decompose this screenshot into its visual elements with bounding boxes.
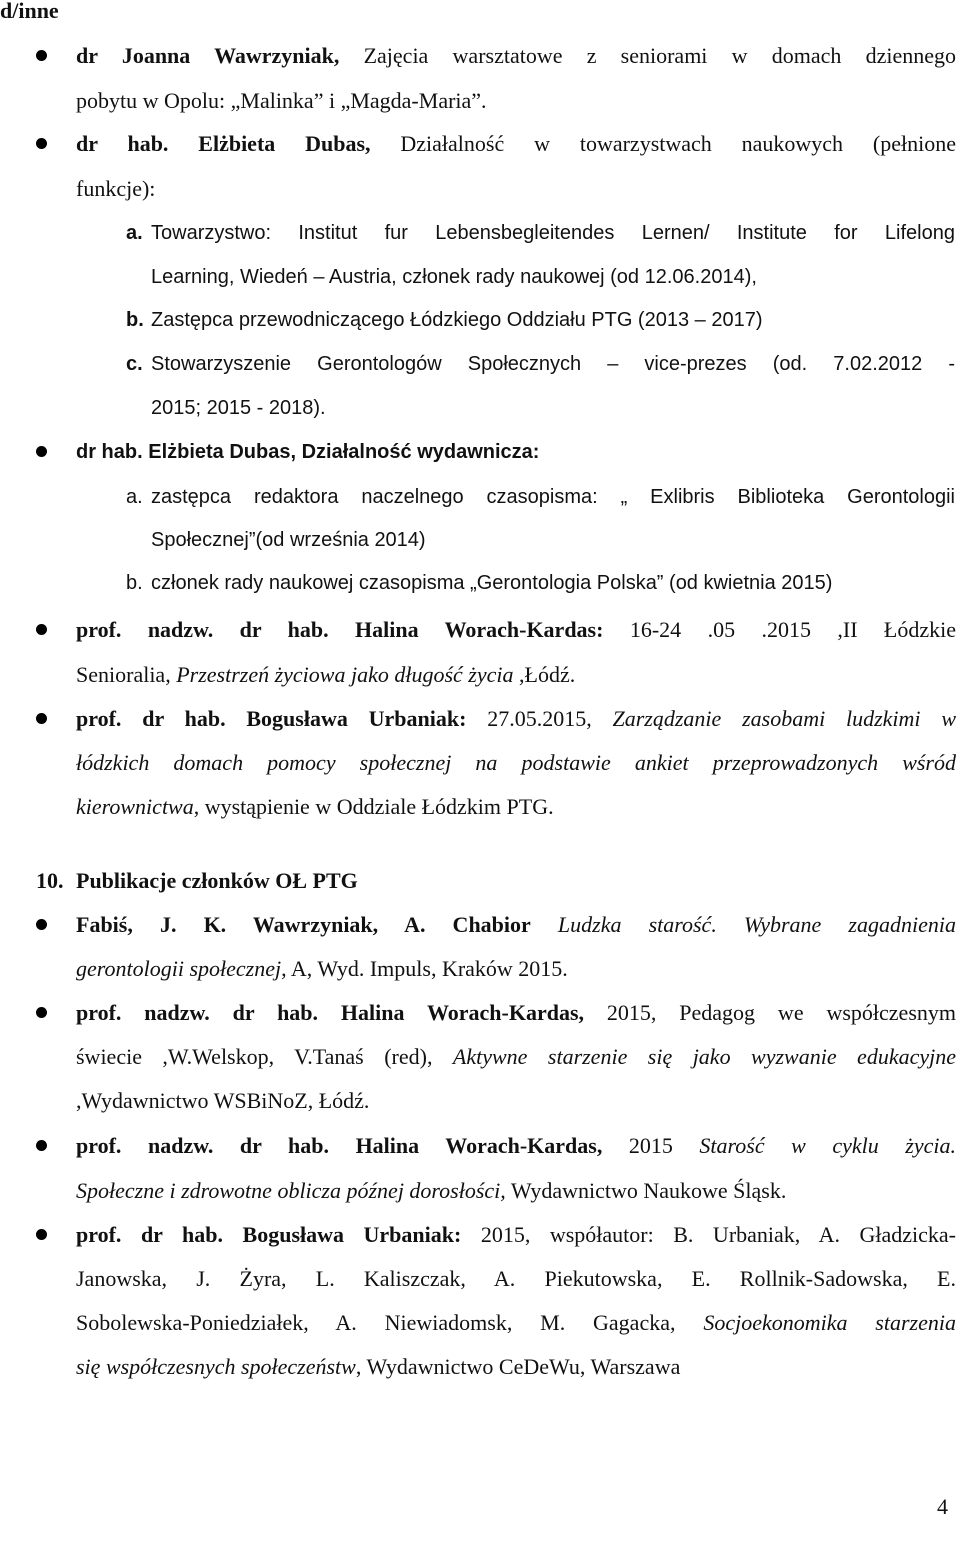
publication-1-line-2: gerontologii społecznej, A, Wyd. Impuls, Kraków 2015.	[76, 956, 568, 981]
sub-a-label: a.	[126, 222, 143, 244]
activity-2-line-1: dr hab. Elżbieta Dubas, Działalność w towarzystwach naukowych (pełnione	[76, 131, 956, 156]
activity-3-sub-a-line-2: Społecznej”(od września 2014)	[151, 529, 426, 551]
heading-fragment: d/inne	[0, 0, 59, 23]
publication-2-line-2: świecie ,W.Welskop, V.Tanaś (red), Aktywne starzenie się jako wyzwanie edukacyjne	[76, 1044, 956, 1069]
activity-3-sub-a-line-1: zastępca redaktora naczelnego czasopisma: „ Exlibris Biblioteka Gerontologii	[151, 486, 955, 508]
activity-3-heading: dr hab. Elżbieta Dubas, Działalność wydawnicza:	[76, 441, 540, 463]
sub-a-label: a.	[126, 486, 143, 508]
publication-3-line-1: prof. nadzw. dr hab. Halina Worach-Kardas, 2015 Starość w cyklu życia.	[76, 1133, 957, 1158]
bullet-icon	[36, 1007, 47, 1018]
bullet-icon	[36, 919, 47, 930]
publication-4-line-1: prof. dr hab. Bogusława Urbaniak: 2015, współautor: B. Urbaniak, A. Gładzicka-	[76, 1222, 956, 1247]
activity-5-line-2: łódzkich domach pomocy społecznej na podstawie ankiet przeprowadzonych wśród	[76, 750, 956, 775]
activity-2-sub-a-line-2: Learning, Wiedeń – Austria, członek rady naukowej (od 12.06.2014),	[151, 266, 757, 288]
activity-4-line-2: Senioralia, Przestrzeń życiowa jako długość życia ,Łódź.	[76, 662, 576, 687]
publication-2-line-1: prof. nadzw. dr hab. Halina Worach-Kardas, 2015, Pedagog we współczesnym	[76, 1000, 956, 1025]
section-10-number: 10.	[36, 868, 64, 893]
bullet-icon	[36, 1140, 47, 1151]
publication-4-line-2: Janowska, J. Żyra, L. Kaliszczak, A. Piekutowska, E. Rollnik-Sadowska, E.	[76, 1266, 956, 1291]
bullet-icon	[36, 713, 47, 724]
activity-1-line-2: pobytu w Opolu: „Malinka” i „Magda-Maria”.	[76, 88, 487, 113]
activity-1-line-1: dr Joanna Wawrzyniak, Zajęcia warsztatowe z seniorami w domach dziennego	[76, 43, 956, 68]
bullet-icon	[36, 1229, 47, 1240]
activity-2-sub-a-line-1: Towarzystwo: Institut fur Lebensbegleitendes Lernen/ Institute for Lifelong	[151, 222, 955, 244]
activity-2-sub-b-line-1: Zastępca przewodniczącego Łódzkiego Oddziału PTG (2013 – 2017)	[151, 309, 763, 331]
bullet-icon	[36, 138, 47, 149]
activity-5-line-1: prof. dr hab. Bogusława Urbaniak: 27.05.2015, Zarządzanie zasobami ludzkimi w	[76, 706, 956, 731]
activity-3-sub-b-line-1: członek rady naukowej czasopisma „Gerontologia Polska” (od kwietnia 2015)	[151, 572, 833, 594]
activity-2-sub-c-line-2: 2015; 2015 - 2018).	[151, 397, 326, 419]
publication-4-line-4: się współczesnych społeczeństw, Wydawnictwo CeDeWu, Warszawa	[76, 1354, 681, 1379]
publication-4-line-3: Sobolewska-Poniedziałek, A. Niewiadomsk, M. Gagacka, Socjoekonomika starzenia	[76, 1310, 956, 1335]
publication-1-line-1: Fabiś, J. K. Wawrzyniak, A. Chabior Ludzka starość. Wybrane zagadnienia	[76, 912, 956, 937]
publication-3-line-2: Społeczne i zdrowotne oblicza późnej dorosłości, Wydawnictwo Naukowe Śląsk.	[76, 1178, 787, 1203]
sub-b-label: b.	[126, 572, 143, 594]
activity-4-line-1: prof. nadzw. dr hab. Halina Worach-Kardas: 16-24 .05 .2015 ,II Łódzkie	[76, 617, 956, 642]
publication-2-line-3: ,Wydawnictwo WSBiNoZ, Łódź.	[76, 1088, 370, 1113]
activity-2-sub-c-line-1: Stowarzyszenie Gerontologów Społecznych – vice-prezes (od. 7.02.2012 -	[151, 353, 955, 375]
section-10-title: Publikacje członków OŁ PTG	[76, 868, 358, 893]
bullet-icon	[36, 50, 47, 61]
sub-c-label: c.	[126, 353, 143, 375]
activity-5-line-3: kierownictwa, wystąpienie w Oddziale Łódzkim PTG.	[76, 794, 554, 819]
page-number: 4	[937, 1494, 948, 1519]
sub-b-label: b.	[126, 309, 144, 331]
bullet-icon	[36, 624, 47, 635]
bullet-icon	[36, 446, 47, 457]
activity-2-line-2: funkcje):	[76, 176, 156, 201]
